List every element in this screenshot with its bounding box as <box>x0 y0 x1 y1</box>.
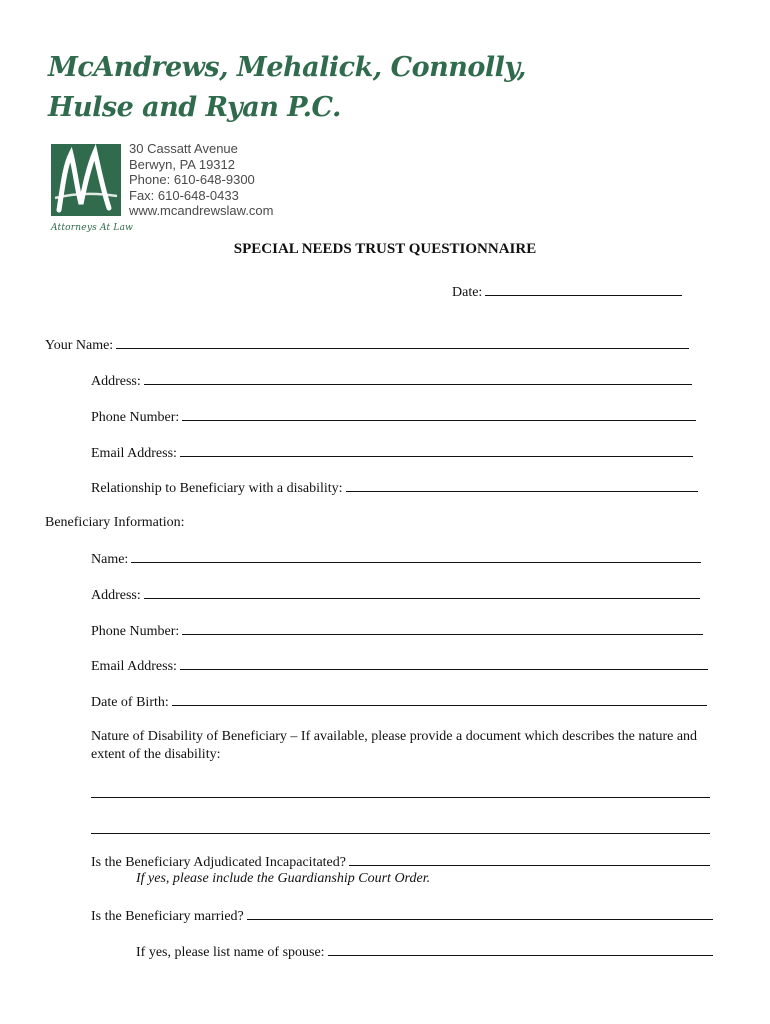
beneficiary-name-label: Name: <box>91 552 129 567</box>
city-state-zip: Berwyn, PA 19312 <box>129 156 235 172</box>
married-field[interactable] <box>91 907 713 925</box>
your-name-label: Your Name: <box>45 338 114 353</box>
address-label: Address: <box>91 374 141 389</box>
date-label: Date: <box>452 285 483 300</box>
fax-number: Fax: 610-648-0433 <box>129 187 239 203</box>
firm-logo-icon <box>51 144 121 216</box>
relationship-label: Relationship to Beneficiary with a disability: <box>91 481 343 496</box>
address-field[interactable] <box>91 372 692 390</box>
phone-label: Phone Number: <box>91 410 180 425</box>
address-blank[interactable] <box>144 372 692 385</box>
website-link[interactable]: www.mcandrewslaw.com <box>129 203 274 218</box>
beneficiary-address-field[interactable] <box>91 586 700 604</box>
beneficiary-email-field[interactable] <box>91 657 708 675</box>
beneficiary-address-label: Address: <box>91 588 141 603</box>
married-label: Is the Beneficiary married? <box>91 909 244 924</box>
disability-answer-line-1[interactable] <box>91 797 710 798</box>
email-field[interactable] <box>91 444 693 462</box>
disability-answer-line-2[interactable] <box>91 833 710 834</box>
beneficiary-email-label: Email Address: <box>91 659 177 674</box>
beneficiary-dob-label: Date of Birth: <box>91 695 169 710</box>
phone-blank[interactable] <box>182 408 696 421</box>
form-title: SPECIAL NEEDS TRUST QUESTIONNAIRE <box>233 241 537 257</box>
date-field[interactable] <box>452 283 682 301</box>
adjudicated-field[interactable] <box>91 853 710 871</box>
beneficiary-phone-label: Phone Number: <box>91 624 180 639</box>
relationship-blank[interactable] <box>346 479 698 492</box>
beneficiary-phone-field[interactable] <box>91 622 703 640</box>
beneficiary-phone-blank[interactable] <box>182 622 703 635</box>
email-label: Email Address: <box>91 446 177 461</box>
spouse-name-label: If yes, please list name of spouse: <box>136 945 325 960</box>
beneficiary-name-field[interactable] <box>91 550 701 568</box>
disability-description: Nature of Disability of Beneficiary – If available, please provide a document which describes the nature and extent of the disability: <box>91 729 698 762</box>
beneficiary-address-blank[interactable] <box>144 586 700 599</box>
your-name-field[interactable] <box>45 336 689 354</box>
firm-name-line-2: Hulse and Ryan P.C. <box>48 92 341 123</box>
date-blank[interactable] <box>485 283 682 296</box>
adjudicated-label: Is the Beneficiary Adjudicated Incapacitated? <box>91 855 346 870</box>
beneficiary-dob-field[interactable] <box>91 693 707 711</box>
guardianship-note: If yes, please include the Guardianship Court Order. <box>136 871 431 886</box>
phone-number: Phone: 610-648-9300 <box>129 172 255 187</box>
contact-block <box>129 141 274 219</box>
beneficiary-dob-blank[interactable] <box>172 693 707 706</box>
street-address: 30 Cassatt Avenue <box>129 141 238 156</box>
your-name-blank[interactable] <box>116 336 689 349</box>
spouse-name-blank[interactable] <box>328 943 713 956</box>
beneficiary-section-heading <box>45 515 185 531</box>
firm-tagline: Attorneys At Law <box>51 223 134 233</box>
phone-field[interactable] <box>91 408 696 426</box>
relationship-field[interactable] <box>91 479 698 497</box>
beneficiary-email-blank[interactable] <box>180 657 708 670</box>
adjudicated-blank[interactable] <box>349 853 710 866</box>
married-blank[interactable] <box>247 907 713 920</box>
beneficiary-name-blank[interactable] <box>131 550 701 563</box>
firm-name-line-1: McAndrews, Mehalick, Connolly, <box>48 52 526 83</box>
beneficiary-section-label: Beneficiary Information: <box>45 515 185 530</box>
email-blank[interactable] <box>180 444 693 457</box>
spouse-name-field[interactable] <box>136 943 713 961</box>
